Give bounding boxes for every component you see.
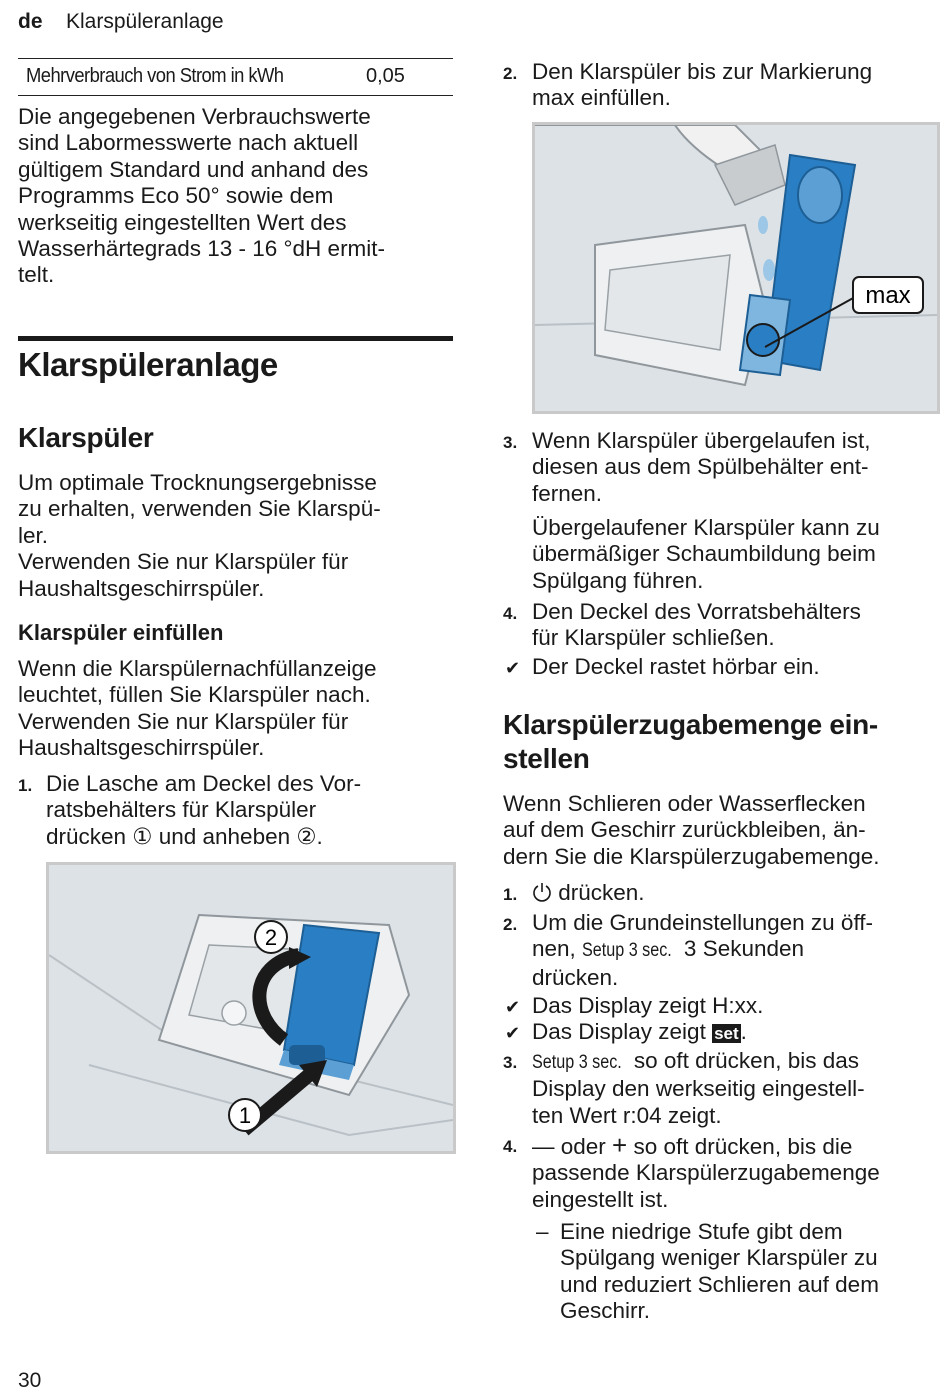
text-line: Übergelaufener Klarspüler kann zu [532,515,880,540]
table-key: Mehrverbrauch von Strom in kWh [26,65,284,87]
text-line: Um die Grundeinstellungen zu öff- [532,910,874,935]
max-label: max [865,282,911,309]
text-fragment: so oft drücken, bis das [627,1048,859,1073]
result-text: Das Display zeigt H:xx. [532,993,764,1018]
text-line: ler. [18,522,49,548]
text-line: Den Deckel des Vorratsbehälters [532,599,861,624]
text-line: Wenn die Klarspülernachfüllanzeige [18,656,377,681]
consumption-table [18,58,453,96]
text-line: werkseitig eingestellten Wert des [18,209,347,235]
text-line: eingestellt ist. [532,1186,669,1212]
text-line: fernen. [532,480,603,506]
text-line: und reduziert Schlieren auf dem [560,1271,879,1297]
step-number: 4. [503,604,518,623]
checkmark-icon: ✔ [505,658,521,678]
fill-illustration [535,125,937,411]
language-code: de [18,10,43,33]
text-line: diesen aus dem Spülbehälter ent- [532,454,869,480]
text-line: passende Klarspülerzugabemenge [532,1160,880,1186]
text-line: Die angegebenen Verbrauchswerte [18,104,371,129]
text-line: ratsbehälters für Klarspüler [46,797,317,823]
section-rule [18,336,453,341]
text-line: Display den werkseitig eingestell- [532,1076,865,1102]
step-4-text [532,599,861,652]
header-title: Klarspüleranlage [66,10,224,33]
text-line: auf dem Geschirr zurückbleiben, än- [503,817,866,843]
step-number: 2. [503,64,518,83]
sub-item-text [560,1219,879,1325]
checkmark-icon: ✔ [505,997,521,1017]
step-2-text [532,59,872,112]
text-fragment: Das Display zeigt [532,1019,713,1044]
table-value: 0,05 [366,65,405,87]
page-number: 30 [18,1369,42,1392]
text-line: Die Lasche am Deckel des Vor- [46,771,362,796]
text-line: Spülgang weniger Klarspüler zu [560,1245,878,1271]
text-line: Programms Eco 50° sowie dem [18,183,334,209]
dispenser-illustration [49,865,453,1151]
text-line: telt. [18,262,55,288]
text-line: Den Klarspüler bis zur Markierung [532,59,873,84]
text-line [532,936,873,964]
text-line: übermäßiger Schaumbildung beim [532,541,876,567]
text-line: Verwenden Sie nur Klarspüler für [18,549,349,575]
text-line: Wenn Schlieren oder Wasserflecken [503,791,866,816]
text-fragment: 3 Sekunden [677,936,805,962]
step-3-text [532,428,871,507]
callout-2: 2 [264,925,278,950]
text-line [532,1132,880,1160]
callout-1: 1 [238,1103,252,1128]
text-line: Spülgang führen. [532,567,704,593]
text-fragment: nen, [532,936,583,962]
plus-icon: + [612,1130,628,1160]
fill-paragraph [18,656,377,762]
section-title: Klarspüleranlage [18,346,278,383]
s2-step-1-text [532,880,645,906]
text-line: Wasserhärtegrads 13 - 16 °dH ermit- [18,236,386,262]
s2-step-3-text [532,1048,865,1129]
text-line: drücken. [532,964,619,990]
setup-button-label: Setup 3 sec. [582,940,672,962]
figure-open-lid [46,862,456,1154]
text-line: leuchtet, füllen Sie Klarspüler nach. [18,682,371,708]
step-number: 1. [18,776,33,795]
subsection-title: Klarspüler [18,422,154,453]
section2-paragraph [503,791,880,870]
subsection-paragraph [18,470,381,602]
text-line: sind Labormesswerte nach aktuell [18,130,359,156]
power-icon [532,880,558,905]
text-line: Wenn Klarspüler übergelaufen ist, [532,428,871,453]
text-line: dern Sie die Klarspülerzugabemenge. [503,843,880,869]
title-line: stellen [503,743,590,774]
minus-icon: — [532,1134,555,1159]
setup-button-label: Setup 3 sec. [532,1052,622,1073]
step-number: 2. [503,915,518,934]
step-1-text [46,771,361,850]
result-text: Der Deckel rastet hörbar ein. [532,654,820,679]
dash-bullet: – [536,1219,549,1244]
text-line: Um optimale Trocknungsergebnisse [18,470,377,495]
step-number: 1. [503,885,518,904]
title-line: Klarspülerzugabemenge ein- [503,709,878,740]
set-display-badge: set [714,1024,739,1043]
text-line: max einfüllen. [532,85,671,111]
text-line: Verwenden Sie nur Klarspüler für [18,708,349,734]
step-number: 4. [503,1137,518,1156]
s2-step-2-text [532,910,873,991]
text-line: drücken ① und anheben ②. [46,823,323,849]
section2-title [503,708,878,776]
text-line [532,1048,865,1076]
text-line: Haushaltsgeschirrspüler. [18,575,265,601]
result-text [532,1019,747,1047]
text-line: für Klarspüler schließen. [532,625,775,651]
checkmark-icon: ✔ [505,1023,521,1043]
text-fragment: . [740,1019,747,1044]
fill-title: Klarspüler einfüllen [18,620,224,645]
step-number: 3. [503,1053,518,1072]
text-line: Haushaltsgeschirrspüler. [18,735,265,761]
figure-fill-rinse-aid [532,122,940,414]
step-text: drücken. [558,880,645,905]
text-line: Eine niedrige Stufe gibt dem [560,1219,843,1244]
step-3-note [532,515,880,594]
text-line: zu erhalten, verwenden Sie Klarspü- [18,496,381,522]
text-line: gültigem Standard und anhand des [18,156,369,182]
s2-step-4-text [532,1132,880,1213]
intro-paragraph [18,104,385,289]
step-number: 3. [503,433,518,452]
text-fragment: so oft drücken, bis die [627,1134,853,1159]
text-line: Geschirr. [560,1298,651,1324]
text-line: ten Wert r:04 zeigt. [532,1102,722,1128]
text-fragment: oder [554,1134,613,1159]
